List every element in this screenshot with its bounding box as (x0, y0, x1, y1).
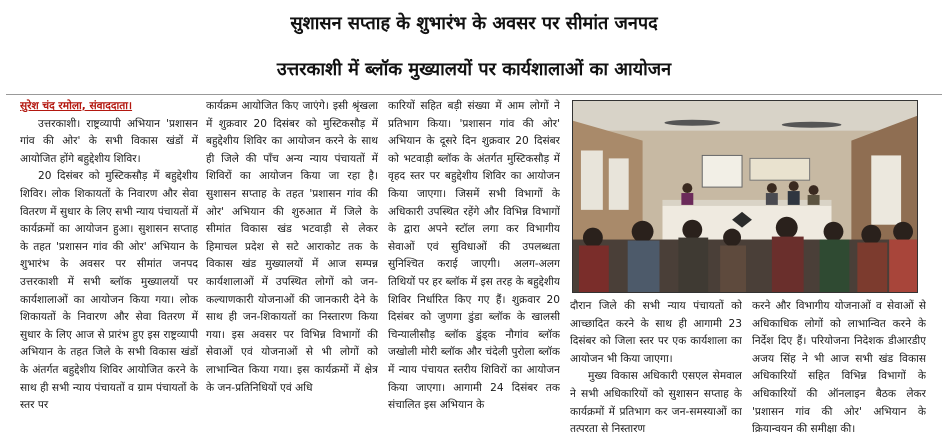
news-photo (572, 100, 918, 293)
column-1-paragraph-2: 20 दिसंबर को मुस्टिकसौड़ में बहुद्देशीय शिविर। लोक शिकायतों के निवारण और सेवा वितरण में सुधार के लिए सभी न्याय पंचायतों में कार्यक्रमों का आयोजन हुआ। सुशासन सप्ताह के तहत 'प्रशासन गांव की ओर' अभियान के शुभारंभ के अवसर पर सीमांत जनपद उत्तरकाशी में सभी ब्लॉक मुख्यालयों पर कार्यशालाओं का आयोजन किया गया। लोक शिकायतों के निवारण और सेवा वितरण में सुधार के लिए आज से प्रारंभ हुए इस राष्ट्रव्यापी अभियान के तहत जिले के सभी विकास खंडों के अंतर्गत बहुद्देशीय शिविर आयोजित करने के साथ ही सभी न्याय पंचायतों व ग्राम पंचायतों के स्तर पर (20, 170, 198, 412)
headline-divider (6, 94, 942, 95)
column-4-paragraph-2: मुख्य विकास अधिकारी एसएल सेमवाल ने सभी अधिकारियों को सुशासन सप्ताह के कार्यक्रमों में प्रतिभाग कर जन-समस्याओं का तत्परता से निस्तारण (570, 370, 742, 436)
meeting-hall-photo (573, 101, 917, 292)
column-2-text: कार्यक्रम आयोजित किए जाएंगे। इसी श्रृंखला में शुक्रवार 20 दिसंबर को मुस्टिकसौड़ में बहुद्देशीय शिविर का आयोजन करने के साथ ही जिले की पाँच अन्य न्याय पंचायतों में शिविरों का आयोजन किया जा रहा है।सुशासन सप्ताह के तहत 'प्रशासन गांव की ओर' अभियान की शुरुआत में जिले के सीमांत विकास खंड भटवाड़ी से लेकर हिमाचल प्रदेश से सटे आराकोट तक के विकास खंड मुख्यालयों में आज सम्पन्न कार्यशालाओं में उपस्थित लोगों को जन-कल्याणकारी योजनाओं की जानकारी देने के साथ ही जन-शिकायतों का निस्तारण किया गया। इस अवसर पर विभिन्न विभागों की सेवाओं एवं योजनाओं से भी लोगों को लाभान्वित किया गया। इस कार्यक्रमों में क्षेत्र के जन-प्रतिनिधियों एवं अधि (206, 100, 378, 394)
column-4-paragraph-1: दौरान जिले की सभी न्याय पंचायतों को आच्छादित करने के साथ ही आगामी 23 दिसंबर को जिला स्तर पर एक कार्यशाला का आयोजन भी किया जाएगा। (570, 300, 742, 365)
article-column-3 (388, 98, 560, 443)
headline-line-2: उत्तरकाशी में ब्लॉक मुख्यालयों पर कार्यशालाओं का आयोजन (276, 59, 672, 80)
article-column-1 (20, 98, 198, 443)
column-5-text: करने और विभागीय योजनाओं व सेवाओं से अधिकाधिक लोगों को लाभान्वित करने के निर्देश दिए हैं। परियोजना निदेशक डीआरडीए अजय सिंह ने भी आज सभी खंड विकास अधिकारियों सहित विभिन्न विभागों के अधिकारियों की ऑनलाइन बैठक लेकर 'प्रशासन गांव की ओर' अभियान के क्रियान्वयन की समीक्षा की। (752, 300, 926, 436)
article-column-5 (752, 298, 926, 443)
column-1-paragraph-1: उत्तरकाशी। राष्ट्रव्यापी अभियान 'प्रशासन गांव की ओर' के सभी विकास खंडों में आयोजित होंगे बहुद्देशीय शिविर। (20, 117, 198, 165)
article-column-4 (570, 298, 742, 443)
headline-line-1: सुशासन सप्ताह के शुभारंभ के अवसर पर सीमांत जनपद (290, 13, 658, 34)
article-column-2 (206, 98, 378, 443)
column-3-text: कारियों सहित बड़ी संख्या में आम लोगों ने प्रतिभाग किया। 'प्रशासन गांव की ओर' अभियान के दूसरे दिन शुक्रवार 20 दिसंबर को भटवाड़ी ब्लॉक के अंतर्गत मुस्टिकसौड़ में वृहद स्तर पर बहुद्देशीय शिविर का आयोजन किया जाएगा। जिसमें सभी विभागों के अधिकारी उपस्थित रहेंगे और विभिन्न विभागों के द्वारा अपने स्टॉल लगा कर विभागीय सेवाओं एवं सुविधाओं की उपलब्धता सुनिश्चित कराई जाएगी। अलग-अलग तिथियों पर हर ब्लॉक में इस तरह के बहुद्देशीय शिविर निर्धारित किए गए हैं। शुक्रवार 20 दिसंबर को जुणगा डुंडा ब्लॉक के खालसी चिन्यालीसौड़ ब्लॉक डुंड्क नौगांव ब्लॉक जखोली मोरी ब्लॉक और चंदेली पुरोला ब्लॉक में न्याय पंचायत स्तरीय शिविरों का आयोजन किया जाएगा। आगामी 24 दिसंबर तक संचालित इस अभियान के (388, 100, 560, 412)
byline: सुरेश चंद रमोला, संवाददाता। (20, 100, 133, 112)
